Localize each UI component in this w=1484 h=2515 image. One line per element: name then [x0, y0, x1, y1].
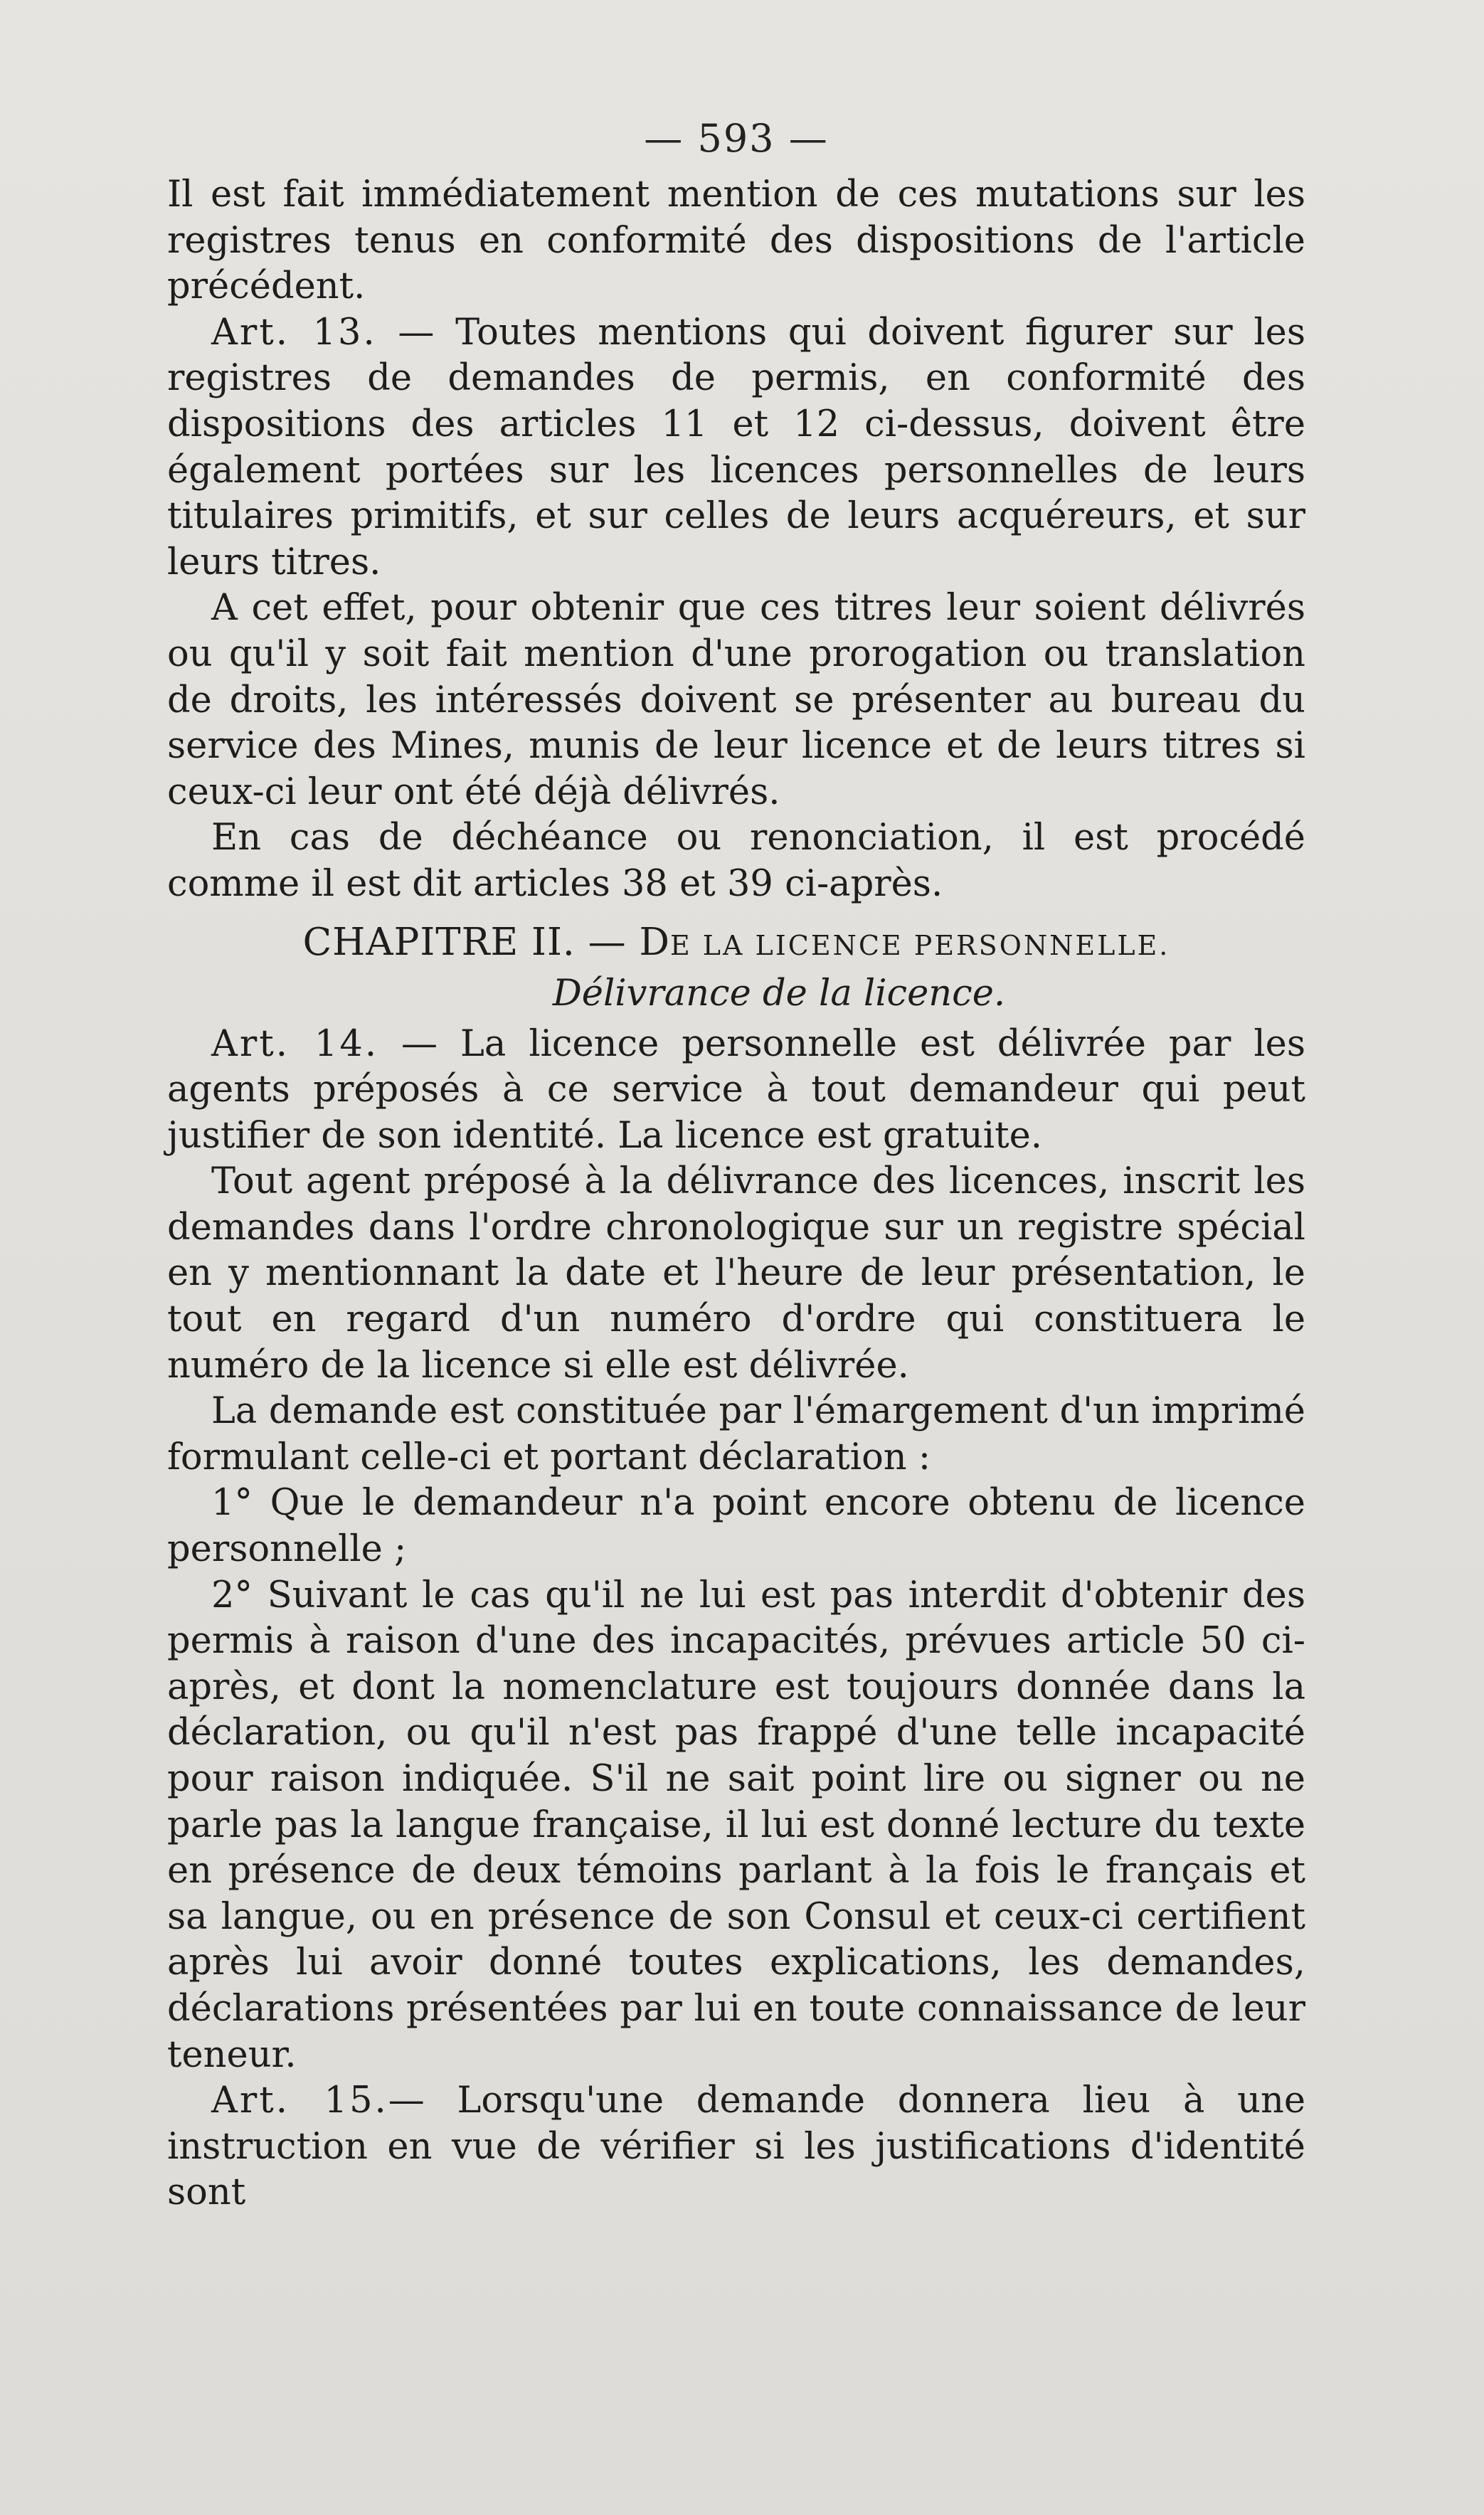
- paragraph-a-cet-effet: A cet effet, pour obtenir que ces titres leur soient délivrés ou qu'il y soit fait mention d'une prorogation ou translation de droits, les intéressés doivent se présenter au bureau du service des Mines, munis de leur licence et de leurs titres si ceux-ci leur ont été déjà délivrés.: [167, 587, 1305, 813]
- article-13-text: — Toutes mentions qui doivent figurer sur les registres de demandes de permis, en conformité des dispositions des articles 11 et 12 ci-dessus, doivent être également portées sur les licences personnelles de leurs titulaires primitifs, et sur celles de leurs acquéreurs, et sur leurs titres.: [167, 311, 1306, 583]
- article-14-text: — La licence personnelle est délivrée par les agents préposés à ce service à tout demandeur qui peut justifier de son identité. La licence est gratuite.: [167, 1022, 1306, 1157]
- paragraph-item-2: 2° Suivant le cas qu'il ne lui est pas interdit d'obtenir des permis à raison d'une des incapacités, prévues article 50 ci-après, et dont la nomenclature est toujours donnée dans la déclaration, ou qu'il n'est pas frappé d'une telle incapacité pour raison indiquée. S'il ne sait point lire ou signer ou ne parle pas la langue française, il lui est donné lecture du texte en présence de deux témoins parlant à la fois le français et sa langue, ou en présence de son Consul et ceux-ci certifient après lui avoir donné toutes explications, les demandes, déclarations présentées par lui en toute connaissance de leur teneur.: [167, 1574, 1305, 2076]
- paragraph-demande: La demande est constituée par l'émargement d'un imprimé formulant celle-ci et portant déclaration :: [167, 1390, 1305, 1478]
- paragraph-registre: Tout agent préposé à la délivrance des licences, inscrit les demandes dans l'ordre chronologique sur un registre spécial en y mentionnant la date et l'heure de leur présentation, le tout en regard d'un numéro d'ordre qui constituera le numéro de la licence si elle est délivrée.: [167, 1160, 1305, 1387]
- chapter-heading: [167, 919, 1305, 969]
- article-15: [167, 2078, 1305, 2216]
- chapter-title-rest: E LA LICENCE PERSONNELLE.: [669, 929, 1170, 961]
- chapter-label: CHAPITRE II.: [302, 920, 576, 964]
- text-block: [167, 105, 1305, 2216]
- article-14-label: Art. 14.: [211, 1022, 379, 1065]
- chapter-title-initial: D: [639, 920, 670, 964]
- article-15-text: — Lorsqu'une demande donnera lieu à une instruction en vue de vérifier si les justifications d'identité sont: [167, 2080, 1305, 2214]
- paragraph-decheance: En cas de déchéance ou renonciation, il est procédé comme il est dit articles 38 et 39 ci-après.: [167, 817, 1305, 905]
- paragraph-item-1: 1° Que le demandeur n'a point encore obtenu de licence personnelle ;: [167, 1482, 1305, 1571]
- article-13-label: Art. 13.: [211, 311, 377, 354]
- article-13: [167, 310, 1305, 586]
- page-number: — 593 —: [644, 116, 829, 161]
- article-14: [167, 1022, 1305, 1160]
- article-15-label: Art. 15.: [211, 2080, 388, 2122]
- chapter-dash: —: [575, 920, 640, 964]
- paragraph-mutations: Il est fait immédiatement mention de ces mutations sur les registres tenus en conformité des dispositions de l'article précédent.: [167, 174, 1305, 308]
- section-title: Délivrance de la licence.: [552, 972, 1006, 1015]
